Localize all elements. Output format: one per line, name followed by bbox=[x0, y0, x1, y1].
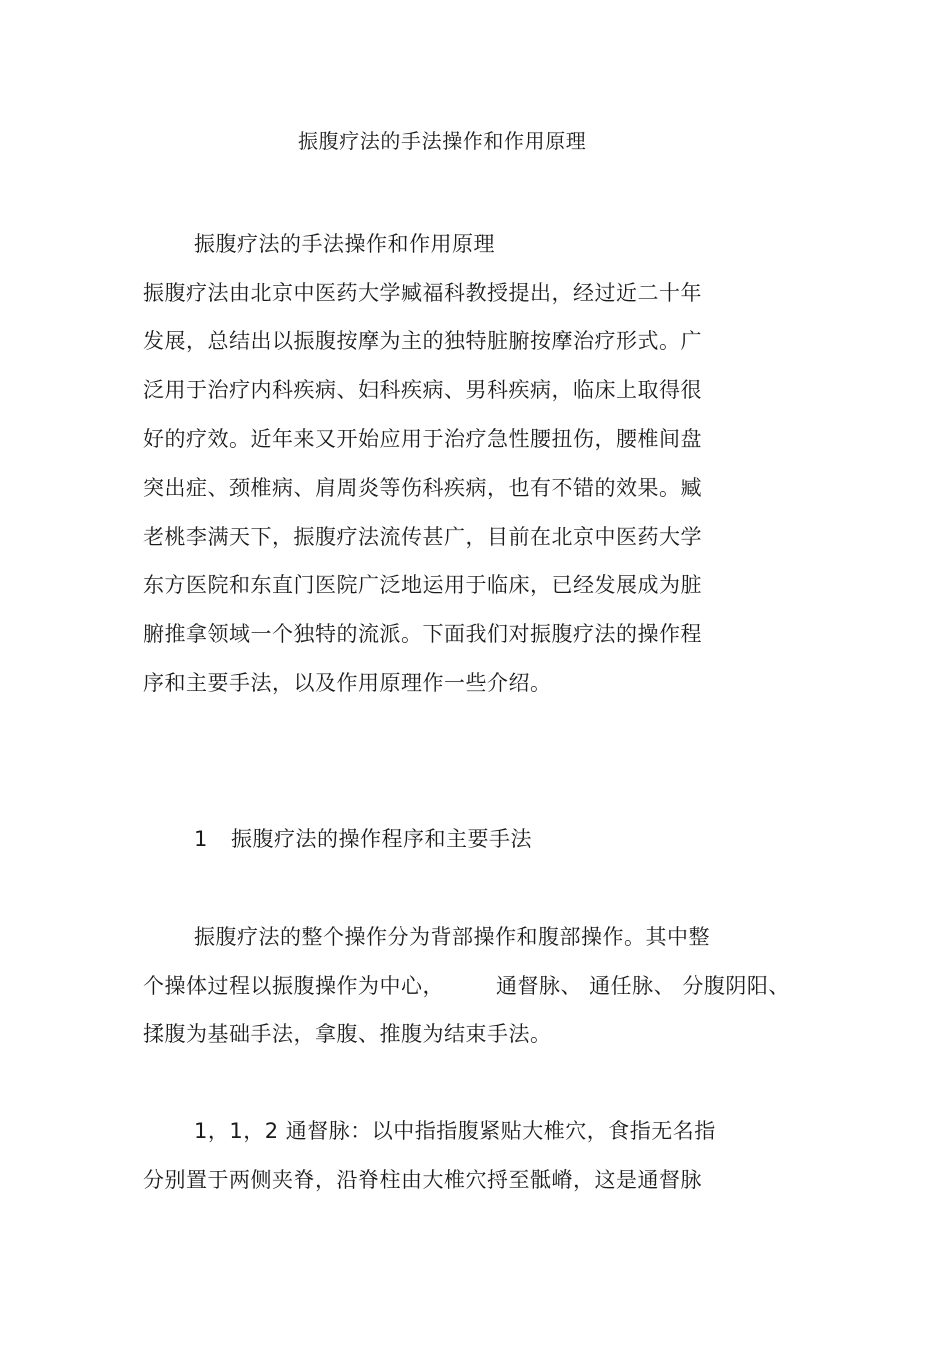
intro-heading: 振腹疗法的手法操作和作用原理 bbox=[194, 232, 495, 256]
intro-line: 泛用于治疗内科疾病、妇科疾病、男科疾病，临床上取得很 bbox=[143, 378, 702, 402]
intro-line: 好的疗效。近年来又开始应用于治疗急性腰扭伤，腰椎间盘 bbox=[143, 427, 702, 451]
intro-line: 振腹疗法由北京中医药大学臧福科教授提出，经过近二十年 bbox=[143, 281, 702, 305]
document-title: 振腹疗法的手法操作和作用原理 bbox=[298, 129, 587, 153]
intro-line: 突出症、颈椎病、肩周炎等伤科疾病，也有不错的效果。臧 bbox=[143, 476, 702, 500]
intro-line: 序和主要手法，以及作用原理作一些介绍。 bbox=[143, 671, 552, 695]
section-paragraph-line: 通督脉、 通任脉、 分腹阴阳、 bbox=[496, 974, 790, 998]
section-number: 1 bbox=[194, 827, 208, 851]
intro-line: 东方医院和东直门医院广泛地运用于临床，已经发展成为脏 bbox=[143, 573, 702, 597]
subsection-line: 分别置于两侧夹脊，沿脊柱由大椎穴捋至骶嵴，这是通督脉 bbox=[143, 1168, 702, 1192]
section-paragraph-line: 振腹疗法的整个操作分为背部操作和腹部操作。其中整 bbox=[194, 925, 710, 949]
section-paragraph-line: 揉腹为基础手法，拿腹、推腹为结束手法。 bbox=[143, 1022, 552, 1046]
intro-line: 腑推拿领域一个独特的流派。下面我们对振腹疗法的操作程 bbox=[143, 622, 702, 646]
section-heading: 振腹疗法的操作程序和主要手法 bbox=[231, 827, 532, 851]
section-paragraph-line: 个操体过程以振腹操作为中心， bbox=[143, 974, 444, 998]
subsection-line: 1，1，2 通督脉：以中指指腹紧贴大椎穴，食指无名指 bbox=[194, 1119, 716, 1143]
intro-line: 老桃李满天下，振腹疗法流传甚广，目前在北京中医药大学 bbox=[143, 525, 702, 549]
intro-line: 发展，总结出以振腹按摩为主的独特脏腑按摩治疗形式。广 bbox=[143, 329, 702, 353]
